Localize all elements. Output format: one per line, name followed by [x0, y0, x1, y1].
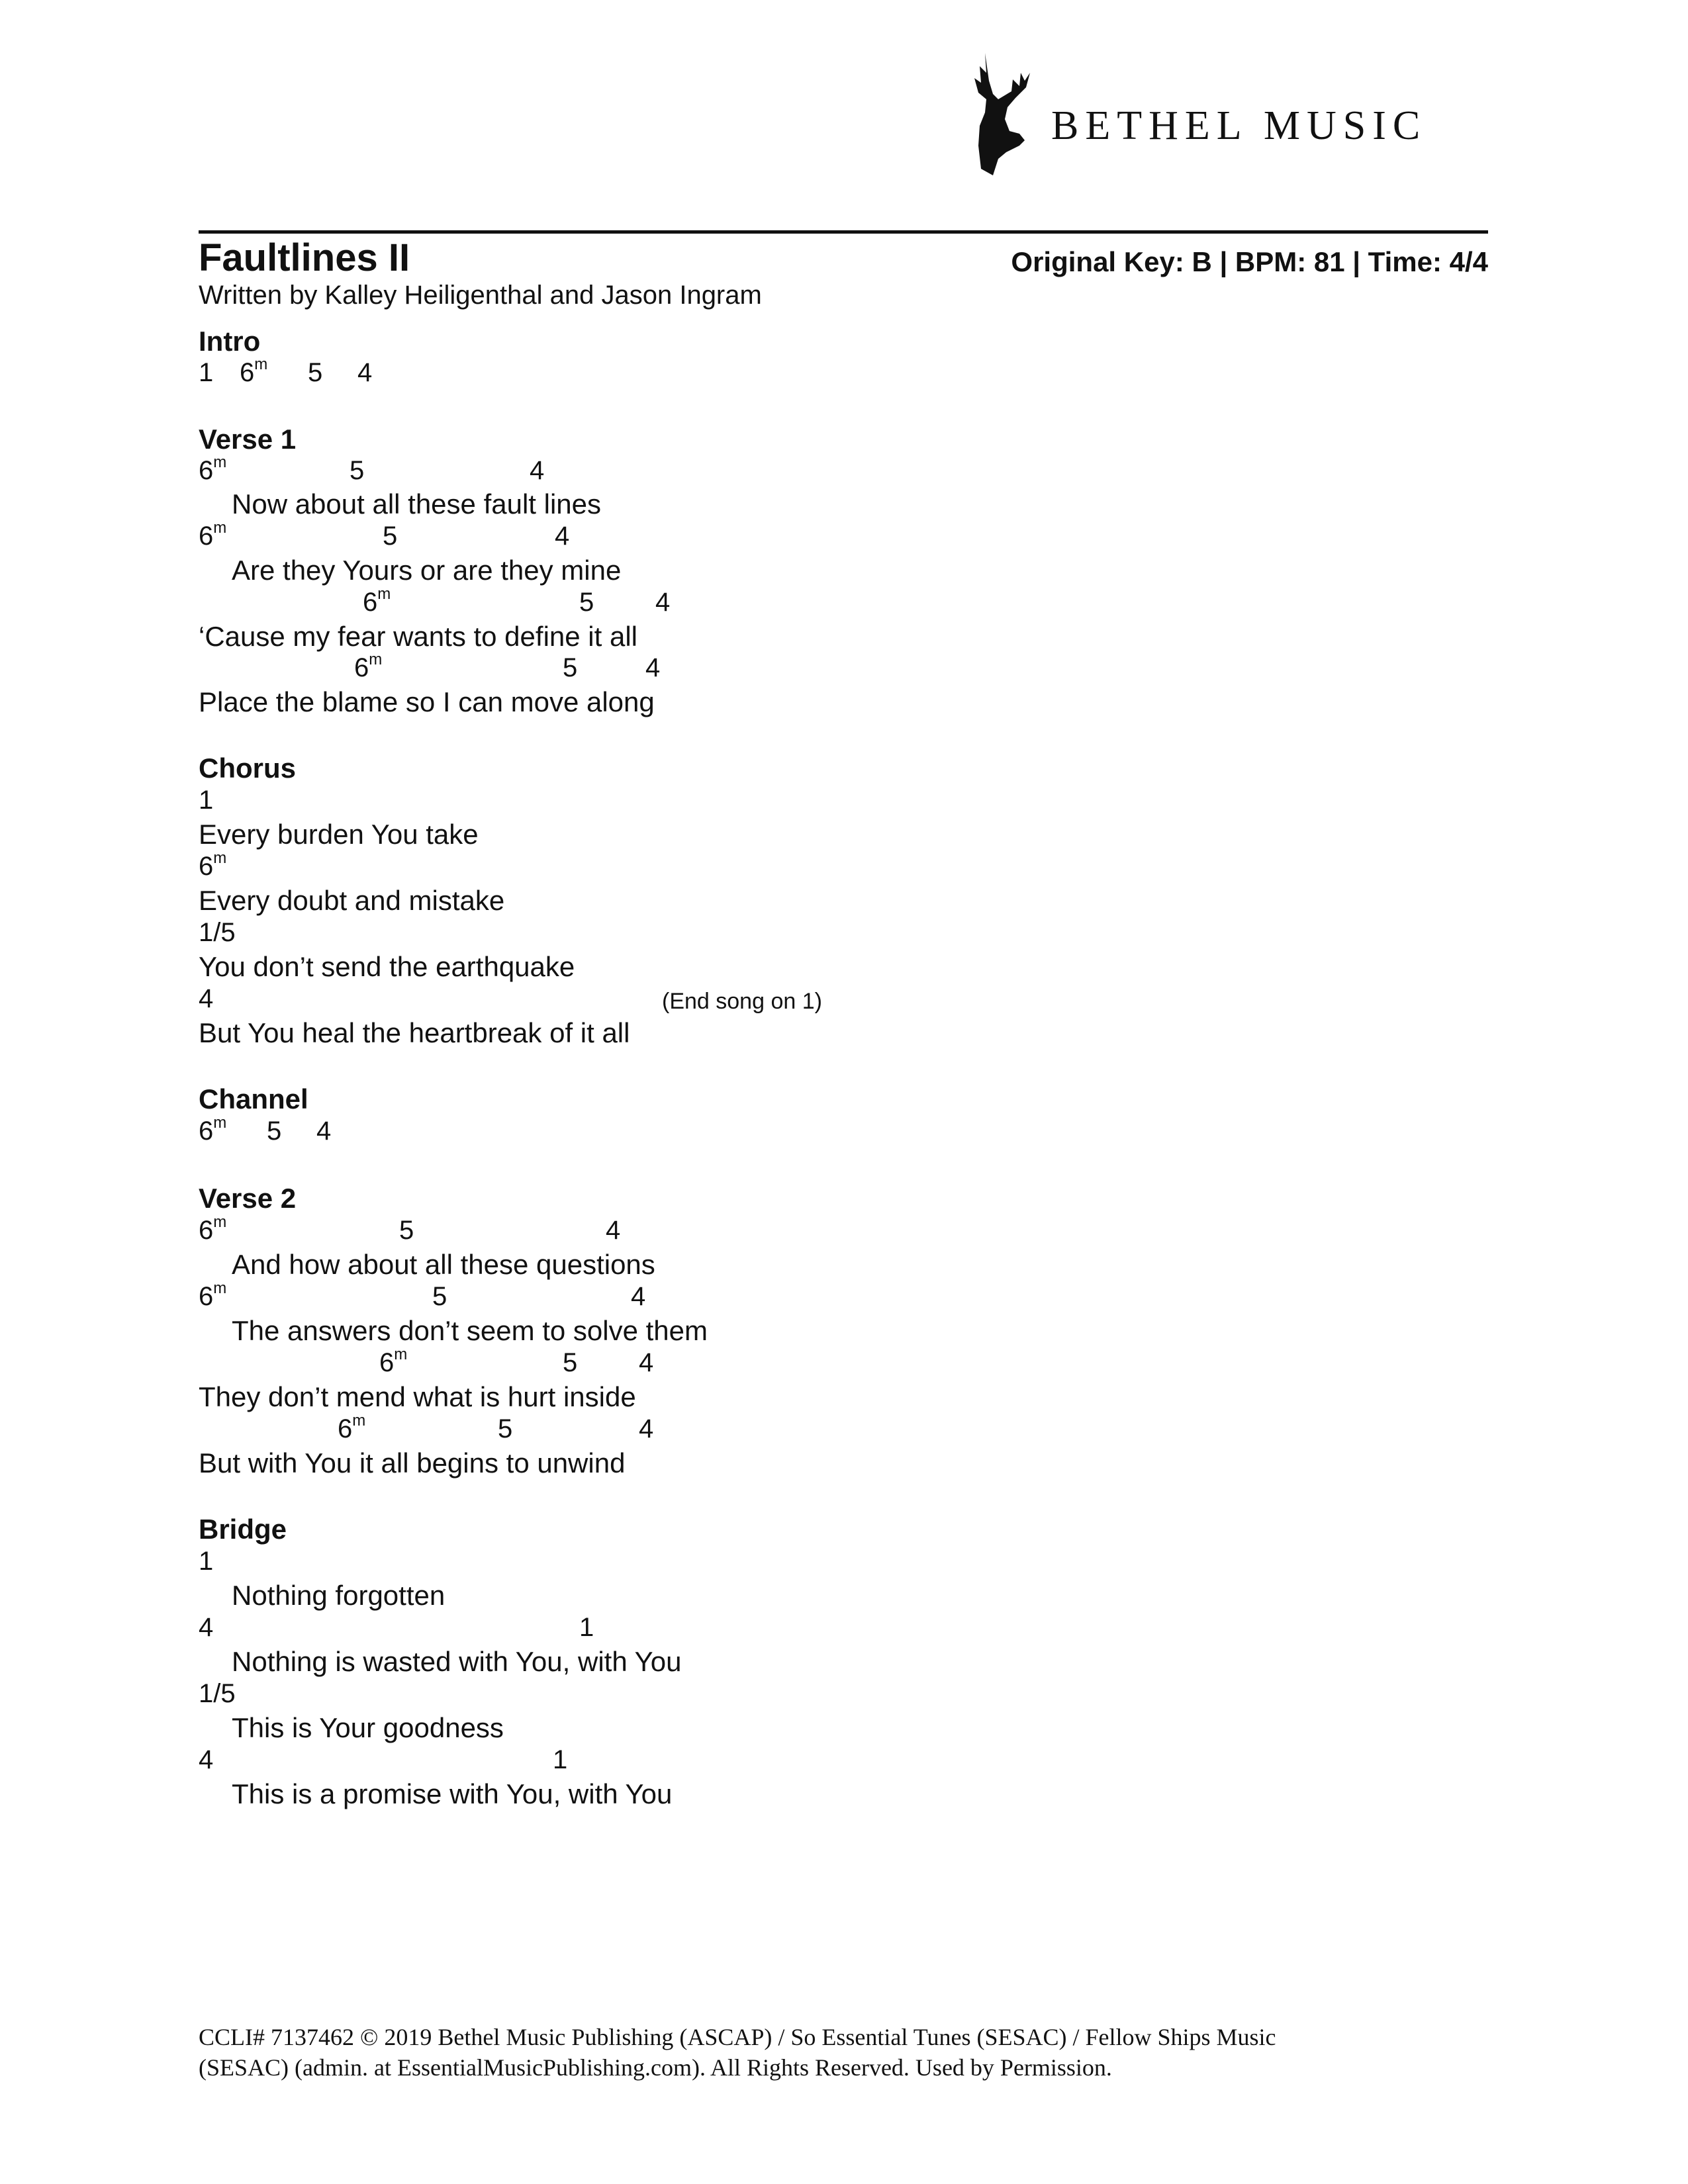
chord: 1/5 — [199, 1679, 236, 1708]
chord: 5 — [432, 1282, 447, 1311]
copyright-footer — [199, 2022, 1496, 2083]
chord: 4 — [631, 1282, 646, 1311]
end-song-note: (End song on 1) — [662, 989, 822, 1014]
chord: 4 — [357, 358, 373, 387]
song-writers: Written by Kalley Heiligenthal and Jason Ingram — [199, 281, 762, 310]
copyright-line-2: (SESAC) (admin. at EssentialMusicPublishing.com). All Rights Reserved. Used by Permission. — [199, 2054, 1112, 2081]
copyright-line-1: CCLI# 7137462 © 2019 Bethel Music Publishing (ASCAP) / So Essential Tunes (SESAC) / Fellow Ships Music — [199, 2024, 1276, 2050]
chord: 1/5 — [199, 918, 236, 947]
chord: 4 — [199, 984, 214, 1013]
lyric-line: But You heal the heartbreak of it all — [199, 1017, 630, 1048]
chord-minor: 6$^m$ — [379, 1345, 408, 1377]
lyric-line: This is a promise with You, with You — [232, 1778, 673, 1809]
lyric-line: Every burden You take — [199, 819, 479, 850]
section-verse2-label: Verse 2 — [199, 1183, 297, 1214]
chord: 5 — [563, 1348, 578, 1377]
chord: 1 — [199, 786, 214, 815]
chord-minor: 6$^m$ — [338, 1411, 366, 1443]
brand-name: BETHEL MUSIC — [1051, 103, 1427, 148]
chord: 4 — [316, 1116, 332, 1146]
chord-minor: 6$^m$ — [354, 650, 383, 682]
lyric-line: Place the blame so I can move along — [199, 686, 655, 717]
chord: 4 — [639, 1348, 654, 1377]
lyric-line: Nothing is wasted with You, with You — [232, 1646, 682, 1677]
lyric-line: This is Your goodness — [232, 1712, 504, 1743]
lyric-line: ‘Cause my fear wants to define it all — [199, 621, 637, 652]
chord-minor: 6$^m$ — [240, 355, 268, 387]
chord: 4 — [530, 456, 545, 485]
chord: 4 — [199, 1745, 214, 1774]
chord-minor: 6$^m$ — [363, 584, 391, 617]
lyric-line: And how about all these questions — [232, 1249, 655, 1280]
deer-head-logo — [947, 46, 1039, 179]
chord: 1 — [553, 1745, 568, 1774]
lyric-line: But with You it all begins to unwind — [199, 1447, 626, 1479]
chord: 5 — [563, 653, 578, 682]
chord: 5 — [579, 588, 594, 617]
lyric-line: Nothing forgotten — [232, 1580, 445, 1611]
chord: 4 — [555, 522, 570, 551]
section-chorus-label: Chorus — [199, 752, 296, 784]
section-verse1-label: Verse 1 — [199, 424, 297, 455]
chord: 5 — [267, 1116, 282, 1146]
chord: 5 — [399, 1216, 414, 1245]
song-title: Faultlines II — [199, 236, 410, 279]
lyric-line: They don’t mend what is hurt inside — [199, 1381, 636, 1412]
lyric-line: The answers don’t seem to solve them — [232, 1315, 708, 1346]
section-intro-label: Intro — [199, 326, 261, 357]
header-rule — [199, 230, 1488, 234]
lyric-line: You don’t send the earthquake — [199, 951, 575, 982]
chord: 5 — [383, 522, 398, 551]
section-channel-label: Channel — [199, 1083, 308, 1115]
section-bridge-label: Bridge — [199, 1514, 287, 1545]
chord: 4 — [655, 588, 671, 617]
chord: 1 — [199, 358, 214, 387]
lyric-line: Now about all these fault lines — [232, 488, 601, 520]
lyric-line: Every doubt and mistake — [199, 885, 505, 916]
chord: 4 — [639, 1414, 654, 1443]
chord-minor: 6$^m$ — [199, 1212, 227, 1245]
chord: 5 — [350, 456, 365, 485]
chord-minor: 6$^m$ — [199, 848, 227, 881]
chord-minor: 6$^m$ — [199, 1113, 227, 1146]
chord: 4 — [645, 653, 661, 682]
chord-minor: 6$^m$ — [199, 1279, 227, 1311]
chord-minor: 6$^m$ — [199, 518, 227, 551]
chord-minor: 6$^m$ — [199, 453, 227, 485]
chord: 5 — [308, 358, 323, 387]
chord: 1 — [199, 1547, 214, 1576]
chord: 5 — [498, 1414, 513, 1443]
lyric-line: Are they Yours or are they mine — [232, 555, 622, 586]
chord: 4 — [606, 1216, 621, 1245]
song-meta: Original Key: B | BPM: 81 | Time: 4/4 — [1011, 246, 1488, 277]
chord: 1 — [579, 1613, 594, 1642]
chord: 4 — [199, 1613, 214, 1642]
